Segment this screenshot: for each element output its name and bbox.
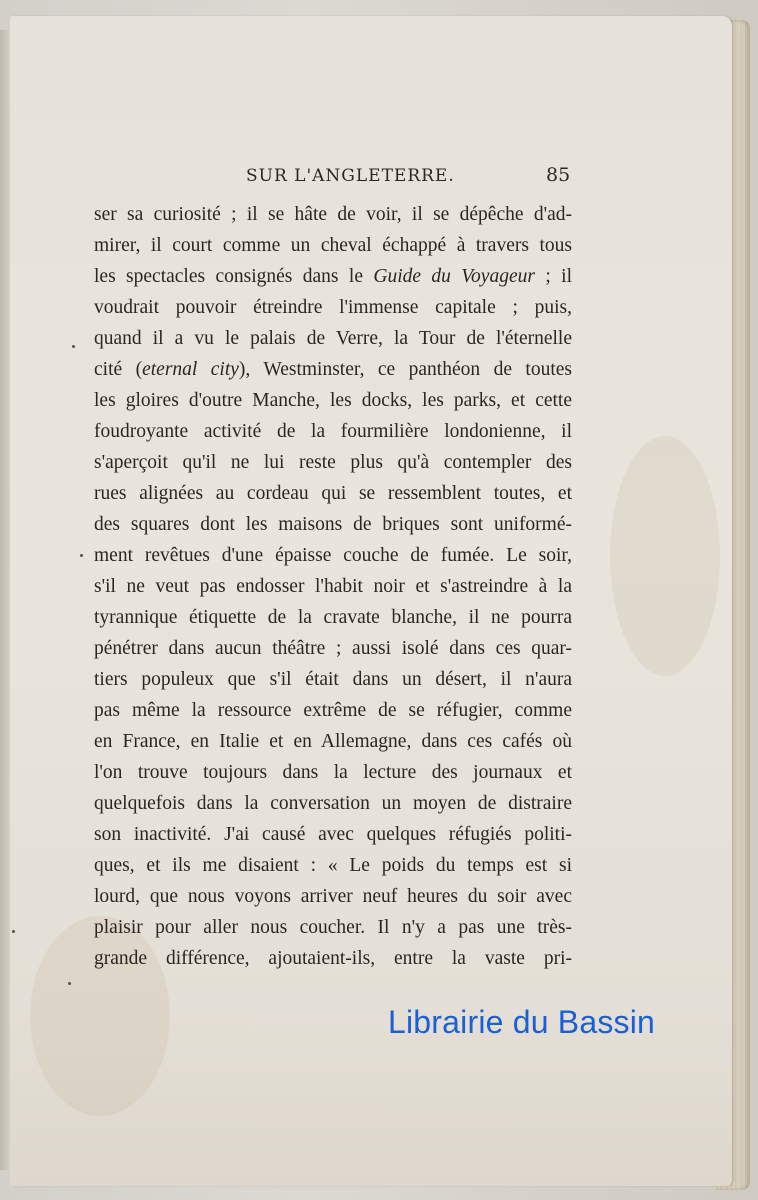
text-line: grande différence, ajoutaient-ils, entre la vaste pri- bbox=[94, 948, 572, 969]
text-line: des squares dont les maisons de briques sont uniformé- bbox=[94, 514, 572, 535]
text-line: quelquefois dans la conversation un moyen de distraire bbox=[94, 793, 572, 814]
text-line: s'aperçoit qu'il ne lui reste plus qu'à contempler des bbox=[94, 452, 572, 473]
ink-speck bbox=[12, 930, 15, 933]
text-line: lourd, que nous voyons arriver neuf heures du soir avec bbox=[94, 886, 572, 907]
text-line: rues alignées au cordeau qui se ressemblent toutes, et bbox=[94, 483, 572, 504]
italic-phrase: Guide du Voyageur bbox=[373, 266, 535, 287]
text-line: plaisir pour aller nous coucher. Il n'y a pas une très- bbox=[94, 917, 572, 938]
running-head bbox=[0, 166, 758, 192]
text-line: en France, en Italie et en Allemagne, dans ces cafés où bbox=[94, 731, 572, 752]
text-line: voudrait pouvoir étreindre l'immense capitale ; puis, bbox=[94, 297, 572, 318]
text-line: les spectacles consignés dans le Guide du Voyageur ; il bbox=[94, 266, 572, 287]
ink-speck bbox=[68, 982, 71, 985]
text-line: son inactivité. J'ai causé avec quelques réfugiés politi- bbox=[94, 824, 572, 845]
text-line: tiers populeux que s'il était dans un désert, il n'aura bbox=[94, 669, 572, 690]
ink-speck bbox=[72, 345, 75, 348]
text-line: cité (eternal city), Westminster, ce panthéon de toutes bbox=[94, 359, 572, 380]
text-line: ques, et ils me disaient : « Le poids du temps est si bbox=[94, 855, 572, 876]
text-line: mirer, il court comme un cheval échappé à travers tous bbox=[94, 235, 572, 256]
watermark-text: Librairie du Bassin bbox=[388, 1004, 656, 1040]
paper-stain bbox=[610, 436, 720, 676]
running-head-title: SUR L'ANGLETERRE. bbox=[246, 166, 455, 186]
body-text bbox=[94, 199, 572, 974]
text-line: s'il ne veut pas endosser l'habit noir et s'astreindre à la bbox=[94, 576, 572, 597]
text-line: ser sa curiosité ; il se hâte de voir, il se dépêche d'ad- bbox=[94, 204, 572, 225]
text-line: pas même la ressource extrême de se réfugier, comme bbox=[94, 700, 572, 721]
text-line: les gloires d'outre Manche, les docks, les parks, et cette bbox=[94, 390, 572, 411]
text-line: ment revêtues d'une épaisse couche de fumée. Le soir, bbox=[94, 545, 572, 566]
text-line: l'on trouve toujours dans la lecture des journaux et bbox=[94, 762, 572, 783]
page-number: 85 bbox=[546, 164, 571, 186]
text-line: tyrannique étiquette de la cravate blanche, il ne pourra bbox=[94, 607, 572, 628]
text-line: pénétrer dans aucun théâtre ; aussi isolé dans ces quar- bbox=[94, 638, 572, 659]
ink-speck bbox=[80, 554, 83, 557]
text-line: foudroyante activité de la fourmilière londonienne, il bbox=[94, 421, 572, 442]
text-line: quand il a vu le palais de Verre, la Tour de l'éternelle bbox=[94, 328, 572, 349]
italic-phrase: eternal city bbox=[142, 359, 239, 380]
